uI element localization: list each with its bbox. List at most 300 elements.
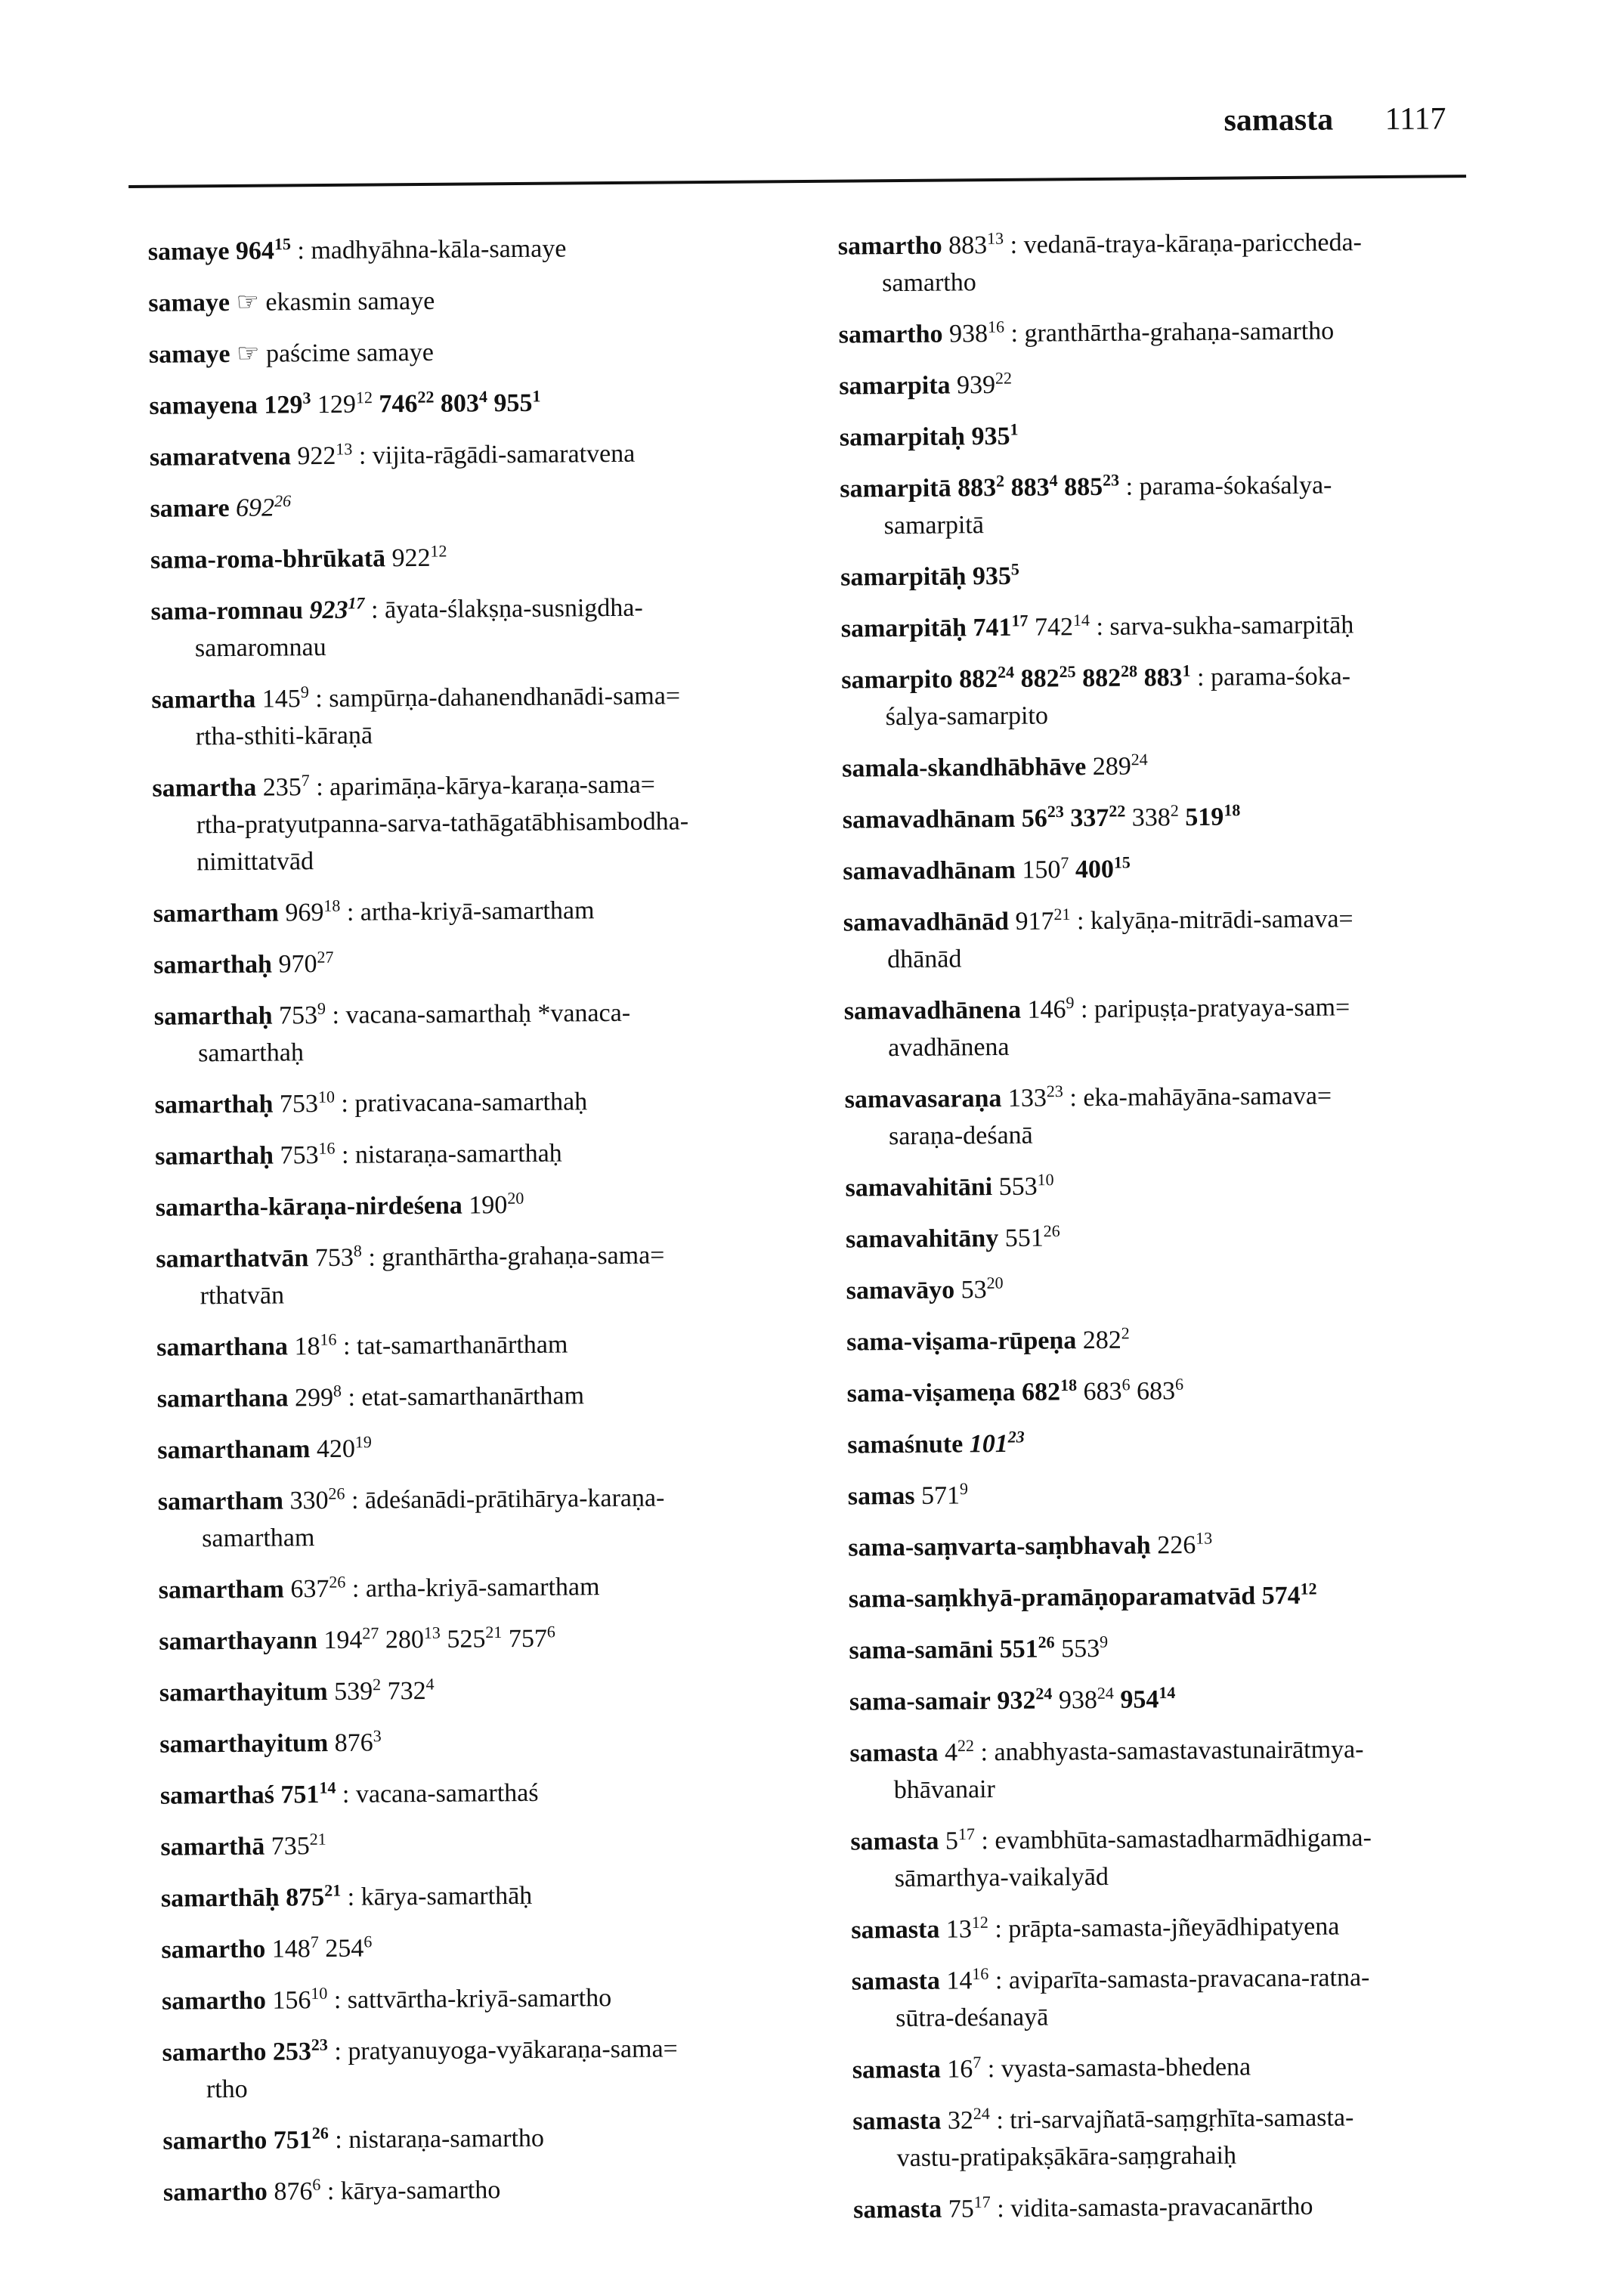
page-reference: $150^7$ bbox=[1022, 856, 1069, 883]
line-number: 27 bbox=[362, 1623, 379, 1642]
line-number: 12 bbox=[356, 388, 373, 407]
entry-headword: sama-samāni bbox=[849, 1635, 993, 1664]
entry-line bbox=[159, 1618, 839, 1660]
line-number: 13 bbox=[424, 1623, 441, 1642]
page-number: 1117 bbox=[1384, 101, 1446, 137]
index-entry bbox=[160, 1772, 840, 1815]
entry-gloss: : prāpta-samasta-jñeyādhipatyena bbox=[988, 1913, 1340, 1944]
entry-headword: samare bbox=[150, 494, 229, 523]
page-reference: $876^3$ bbox=[335, 1728, 382, 1756]
line-number: 6 bbox=[1175, 1375, 1183, 1394]
index-entry bbox=[849, 1627, 1529, 1669]
entry-line bbox=[162, 2029, 842, 2072]
index-entry bbox=[847, 1422, 1527, 1464]
entry-line bbox=[848, 1473, 1528, 1515]
page-reference: $190^{20}$ bbox=[469, 1191, 524, 1220]
page-reference: $235^7$ bbox=[263, 773, 310, 801]
entry-gloss: : paripuṣṭa-pratyaya-sam= bbox=[1074, 993, 1350, 1023]
index-entry bbox=[843, 797, 1523, 839]
entry-gloss: : parama-śokaśalya- bbox=[1119, 472, 1332, 501]
page-reference: $5^{17}$ bbox=[945, 1827, 975, 1855]
entry-references bbox=[952, 664, 1190, 693]
entry-headword: samartham bbox=[153, 899, 279, 927]
index-entry bbox=[848, 1524, 1528, 1567]
line-number: 2 bbox=[1121, 1323, 1130, 1342]
line-number: 4 bbox=[1049, 471, 1057, 490]
index-entry bbox=[150, 485, 830, 528]
entry-references bbox=[965, 422, 1019, 451]
index-entry bbox=[846, 1267, 1526, 1310]
entry-references bbox=[288, 1332, 337, 1361]
entry-headword: samasta bbox=[851, 1916, 939, 1945]
page-reference: $682^{18}$ bbox=[1022, 1378, 1077, 1406]
entry-headword: samartho bbox=[163, 2178, 268, 2207]
line-number: 26 bbox=[312, 2124, 329, 2143]
line-number: 15 bbox=[274, 234, 291, 253]
line-number: 7 bbox=[973, 2053, 981, 2072]
page-reference: $746^{22}$ bbox=[379, 390, 434, 419]
line-number: 23 bbox=[311, 2035, 328, 2054]
entry-line bbox=[843, 848, 1523, 890]
entry-references bbox=[279, 899, 341, 927]
page-reference: $148^7$ bbox=[272, 1935, 319, 1963]
index-entry bbox=[851, 1907, 1531, 1949]
entry-continuation: rthatvān bbox=[156, 1273, 836, 1315]
entry-headword: samartho bbox=[162, 1987, 266, 2016]
entry-headword: samarthāḥ bbox=[161, 1884, 280, 1913]
page-reference: $400^{15}$ bbox=[1075, 856, 1131, 884]
header-rule bbox=[128, 175, 1466, 188]
line-number: 14 bbox=[1073, 611, 1090, 630]
page-reference: $882^{24}$ bbox=[959, 665, 1014, 694]
entry-references bbox=[954, 1276, 1004, 1304]
entry-line bbox=[849, 1576, 1529, 1618]
line-number: 27 bbox=[317, 948, 333, 967]
page-reference: $330^{26}$ bbox=[289, 1487, 345, 1515]
line-number: 24 bbox=[1097, 1684, 1114, 1703]
entry-continuation: śalya-samarpito bbox=[841, 694, 1521, 736]
entry-line bbox=[851, 1907, 1531, 1949]
entry-references bbox=[1021, 995, 1075, 1024]
entry-line bbox=[843, 797, 1523, 839]
entry-headword: samavadhānam bbox=[843, 805, 1016, 834]
line-number: 17 bbox=[958, 1824, 975, 1843]
line-number: 7 bbox=[302, 771, 310, 790]
entry-references bbox=[462, 1191, 524, 1220]
page-reference: $882^{28}$ bbox=[1082, 664, 1137, 693]
entry-line bbox=[157, 1427, 837, 1469]
page-reference: $917^{21}$ bbox=[1015, 907, 1070, 936]
entry-line bbox=[849, 1627, 1529, 1669]
entry-references bbox=[266, 2038, 328, 2066]
entry-line bbox=[839, 311, 1519, 354]
line-number: 17 bbox=[348, 593, 364, 612]
entry-references bbox=[280, 1883, 342, 1912]
page-reference: $922^{12}$ bbox=[391, 544, 447, 573]
index-entry bbox=[162, 1978, 842, 2020]
line-number: 23 bbox=[1047, 802, 1064, 821]
page-reference: $932^{24}$ bbox=[997, 1686, 1052, 1715]
index-entry bbox=[159, 1567, 839, 1609]
line-number: 1 bbox=[1182, 661, 1190, 680]
page-reference: $637^{26}$ bbox=[290, 1575, 345, 1604]
entry-references bbox=[1001, 1084, 1063, 1112]
entry-line bbox=[845, 1165, 1525, 1207]
entry-references bbox=[1086, 752, 1148, 781]
entry-gloss: : vacana-samarthaś bbox=[336, 1779, 538, 1809]
entry-line bbox=[847, 1370, 1527, 1413]
entry-headword: samarthaḥ bbox=[155, 1142, 274, 1171]
entry-references bbox=[942, 231, 1004, 260]
entry-headword: samala-skandhābhāve bbox=[842, 753, 1086, 783]
page-reference: $129^3$ bbox=[264, 391, 311, 419]
line-number: 12 bbox=[972, 1913, 988, 1932]
page-reference: $955^1$ bbox=[493, 389, 540, 417]
index-entry bbox=[153, 890, 833, 933]
entry-line bbox=[842, 745, 1522, 788]
page-reference: $757^6$ bbox=[509, 1625, 555, 1653]
index-entry bbox=[163, 2169, 843, 2211]
page-reference: $289^{24}$ bbox=[1093, 752, 1148, 781]
index-entry bbox=[149, 382, 829, 425]
line-number: 8 bbox=[333, 1382, 342, 1400]
entry-line bbox=[154, 993, 834, 1035]
line-number: 23 bbox=[1008, 1427, 1025, 1446]
line-number: 2 bbox=[996, 472, 1004, 490]
page-reference: $970^{27}$ bbox=[278, 950, 333, 979]
entry-gloss: : vacana-samarthaḥ *vanaca- bbox=[326, 999, 630, 1029]
entry-line bbox=[156, 1184, 836, 1227]
entry-line bbox=[163, 2169, 843, 2211]
line-number: 2 bbox=[1171, 801, 1179, 820]
page-reference: $13^{12}$ bbox=[946, 1915, 988, 1943]
line-number: 26 bbox=[1044, 1221, 1060, 1240]
page-reference: $935^5$ bbox=[973, 562, 1019, 590]
page-reference: $253^{23}$ bbox=[273, 2038, 328, 2066]
entry-continuation: dhānād bbox=[843, 936, 1524, 979]
entry-line bbox=[148, 228, 828, 271]
line-number: 14 bbox=[319, 1778, 336, 1797]
entry-gloss: : kārya-samartho bbox=[320, 2176, 500, 2205]
entry-headword: samarpitāḥ bbox=[841, 614, 967, 642]
line-number: 6 bbox=[547, 1622, 555, 1641]
index-entry bbox=[160, 1824, 840, 1866]
entry-headword: samartho bbox=[161, 1936, 265, 1964]
entry-references bbox=[991, 1685, 1176, 1715]
index-entry bbox=[853, 2186, 1533, 2229]
entry-line bbox=[152, 765, 832, 807]
entry-headword: samasta bbox=[852, 1967, 940, 1996]
entry-references bbox=[308, 1244, 362, 1273]
line-number: 21 bbox=[1053, 905, 1070, 924]
entry-headword: samartho bbox=[162, 2038, 266, 2067]
entry-line bbox=[159, 1567, 839, 1609]
page-reference: $692^{26}$ bbox=[236, 494, 291, 522]
entry-headword: samaratvena bbox=[150, 442, 291, 471]
index-entry bbox=[847, 1370, 1527, 1413]
entry-gloss: : aviparīta-samasta-pravacana-ratna- bbox=[988, 1963, 1369, 1994]
entry-references bbox=[303, 596, 365, 625]
entry-line bbox=[849, 1679, 1530, 1721]
entry-line bbox=[841, 657, 1521, 699]
index-entry bbox=[845, 1165, 1525, 1207]
page-reference: $923^{17}$ bbox=[309, 596, 364, 625]
page-reference: $753^{16}$ bbox=[280, 1141, 335, 1170]
entry-gloss: ☞ paścime samaye bbox=[230, 339, 434, 368]
page-reference: $741^{17}$ bbox=[973, 614, 1028, 642]
entry-line bbox=[852, 1958, 1532, 2000]
entry-headword: samarthaḥ bbox=[155, 1091, 274, 1119]
entry-line bbox=[149, 331, 829, 373]
page-reference: $56^{23}$ bbox=[1022, 804, 1064, 832]
index-entry bbox=[843, 899, 1524, 979]
page-reference: $883^1$ bbox=[1143, 664, 1190, 692]
entry-headword: samarpitaḥ bbox=[840, 422, 966, 451]
line-number: 4 bbox=[425, 1675, 434, 1694]
line-number: 9 bbox=[1100, 1632, 1108, 1651]
entry-continuation: sāmarthya-vaikalyād bbox=[851, 1855, 1531, 1898]
entry-line bbox=[158, 1478, 838, 1521]
entry-line bbox=[844, 1076, 1524, 1119]
index-entry bbox=[148, 280, 828, 322]
index-entry bbox=[150, 588, 831, 667]
index-entry bbox=[849, 1679, 1530, 1721]
entry-references bbox=[265, 1935, 372, 1963]
entry-continuation: nimittatvād bbox=[153, 839, 833, 881]
entry-line bbox=[157, 1375, 837, 1418]
line-number: 21 bbox=[485, 1623, 502, 1642]
entry-gloss: : anabhyasta-samastavastunairātmya- bbox=[974, 1735, 1364, 1766]
line-number: 13 bbox=[336, 439, 352, 458]
entry-headword: samarpita bbox=[839, 371, 951, 400]
entry-line bbox=[843, 899, 1524, 942]
index-entry bbox=[148, 228, 828, 271]
page-reference: $525^{21}$ bbox=[447, 1625, 502, 1654]
entry-line bbox=[155, 1133, 835, 1175]
index-entry bbox=[846, 1319, 1527, 1361]
entry-headword: samarpitā bbox=[840, 474, 951, 503]
entry-line bbox=[840, 554, 1520, 596]
entry-line bbox=[154, 1081, 834, 1124]
entry-gloss: : nistaraṇa-samarthaḥ bbox=[335, 1140, 562, 1169]
entry-references bbox=[993, 1635, 1108, 1663]
entry-continuation: samartho bbox=[838, 260, 1518, 302]
entry-line bbox=[159, 1721, 840, 1763]
entry-references bbox=[268, 2177, 321, 2206]
entry-continuation: saraṇa-deśanā bbox=[845, 1113, 1525, 1156]
index-entry bbox=[157, 1427, 837, 1469]
index-entry bbox=[156, 1184, 836, 1227]
entry-references bbox=[992, 1172, 1054, 1201]
entry-references bbox=[1015, 1377, 1183, 1406]
entry-headword: samarpitāḥ bbox=[840, 562, 967, 591]
line-number: 20 bbox=[987, 1273, 1004, 1292]
entry-headword: samartham bbox=[158, 1487, 283, 1515]
index-entry bbox=[852, 2098, 1533, 2177]
line-number: 10 bbox=[1037, 1170, 1053, 1189]
page-reference: $420^{19}$ bbox=[317, 1435, 372, 1464]
entry-headword: samas bbox=[848, 1482, 915, 1511]
entry-gloss: : artha-kriyā-samartham bbox=[345, 1573, 599, 1603]
entry-gloss: : sattvārtha-kriyā-samartho bbox=[327, 1984, 611, 2014]
index-entry bbox=[152, 765, 833, 881]
entry-references bbox=[951, 473, 1119, 503]
entry-references bbox=[941, 2055, 982, 2083]
entry-headword: samavahitāny bbox=[846, 1224, 998, 1254]
entry-gloss: : tri-sarvajñatā-saṃgṛhīta-samasta- bbox=[990, 2103, 1354, 2134]
page-reference: $280^{13}$ bbox=[385, 1626, 441, 1654]
left-column bbox=[148, 228, 844, 2226]
index-entry bbox=[839, 363, 1519, 405]
line-number: 9 bbox=[1066, 993, 1074, 1012]
entry-headword: samavadhānād bbox=[843, 908, 1009, 937]
page-reference: $875^{21}$ bbox=[286, 1883, 341, 1912]
index-entry bbox=[157, 1375, 837, 1418]
entry-line bbox=[162, 1978, 842, 2020]
entry-gloss: : vyasta-samasta-bhedena bbox=[981, 2053, 1251, 2083]
entry-line bbox=[161, 1875, 841, 1917]
entry-references bbox=[950, 371, 1012, 400]
entry-line bbox=[160, 1772, 840, 1815]
entry-references bbox=[938, 1738, 974, 1766]
entry-references bbox=[328, 1728, 382, 1757]
page-reference: $882^{25}$ bbox=[1020, 664, 1075, 693]
entry-headword: sama-saṃvarta-saṃbhavaḥ bbox=[848, 1531, 1151, 1561]
line-number: 25 bbox=[1059, 662, 1075, 681]
line-number: 13 bbox=[1196, 1528, 1212, 1547]
line-number: 10 bbox=[318, 1088, 335, 1106]
index-entry bbox=[162, 2118, 843, 2160]
entry-gloss: : prativacana-samarthaḥ bbox=[335, 1088, 587, 1118]
page-reference: $574^{12}$ bbox=[1262, 1582, 1317, 1611]
entry-gloss: : nistaraṇa-samartho bbox=[329, 2124, 544, 2154]
entry-continuation: avadhānena bbox=[844, 1025, 1524, 1067]
entry-references bbox=[939, 1915, 988, 1944]
entry-line bbox=[846, 1319, 1527, 1361]
entry-headword: samartham bbox=[159, 1575, 284, 1604]
index-entry bbox=[154, 1081, 834, 1124]
entry-gloss: : etat-samarthanārtham bbox=[342, 1382, 584, 1412]
page-reference: $883^{13}$ bbox=[948, 231, 1004, 260]
entry-line bbox=[160, 1824, 840, 1866]
entry-line bbox=[841, 605, 1521, 648]
entry-headword: samavasaraṇa bbox=[845, 1085, 1002, 1114]
entry-headword: samarthayitum bbox=[159, 1729, 328, 1759]
entry-references bbox=[255, 685, 309, 713]
entry-headword: samasta bbox=[852, 2107, 941, 2136]
page-reference: $282^2$ bbox=[1083, 1326, 1130, 1354]
page-reference: $935^1$ bbox=[971, 422, 1018, 450]
index-entry bbox=[841, 657, 1522, 736]
entry-headword: samavadhānena bbox=[844, 996, 1022, 1026]
line-number: 16 bbox=[988, 317, 1004, 336]
entry-references bbox=[291, 442, 353, 471]
entry-references bbox=[310, 1435, 372, 1464]
entry-line bbox=[151, 676, 831, 719]
page-reference: $101^{23}$ bbox=[970, 1430, 1025, 1459]
line-number: 9 bbox=[317, 999, 326, 1018]
page-reference: $146^9$ bbox=[1027, 995, 1074, 1023]
index-entry bbox=[161, 1926, 841, 1969]
entry-line bbox=[844, 988, 1524, 1030]
entry-gloss: : vijita-rāgādi-samaratvena bbox=[352, 440, 635, 470]
entry-headword: samayena bbox=[149, 391, 258, 420]
entry-continuation: samarthaḥ bbox=[154, 1030, 834, 1072]
page-reference: $539^2$ bbox=[334, 1677, 381, 1705]
entry-references bbox=[256, 773, 310, 802]
line-number: 22 bbox=[417, 388, 434, 407]
entry-gloss: : parama-śoka- bbox=[1190, 662, 1350, 692]
entry-continuation: bhāvanair bbox=[850, 1767, 1530, 1809]
line-number: 22 bbox=[1109, 801, 1125, 820]
entry-headword: samarpito bbox=[841, 665, 953, 694]
index-entry bbox=[843, 848, 1523, 890]
index-entry bbox=[848, 1473, 1528, 1515]
entry-gloss: : vedanā-traya-kāraṇa-pariccheda- bbox=[1004, 228, 1362, 259]
entry-references bbox=[1076, 1326, 1130, 1355]
line-number: 22 bbox=[957, 1736, 974, 1755]
entry-references bbox=[273, 1090, 335, 1119]
entry-gloss: ☞ ekasmin samaye bbox=[230, 287, 435, 317]
line-number: 24 bbox=[1131, 750, 1148, 769]
page-reference: $938^{24}$ bbox=[1059, 1686, 1114, 1715]
entry-line bbox=[153, 890, 833, 933]
entry-line bbox=[846, 1267, 1526, 1310]
page-reference: $753^9$ bbox=[279, 1001, 326, 1029]
index-entry bbox=[162, 2029, 843, 2109]
entry-references bbox=[272, 1001, 326, 1030]
page-reference: $876^6$ bbox=[274, 2177, 320, 2205]
entry-references bbox=[941, 2106, 990, 2135]
page-reference: $226^{13}$ bbox=[1157, 1531, 1212, 1560]
entry-gloss: : vidita-samasta-pravacanārtho bbox=[991, 2192, 1313, 2223]
page-reference: $553^9$ bbox=[1061, 1635, 1108, 1663]
entry-gloss: : granthārtha-grahaṇa-samartho bbox=[1004, 317, 1334, 348]
entry-references bbox=[914, 1481, 968, 1510]
entry-gloss: : kalyāṇa-mitrādi-samava= bbox=[1070, 905, 1353, 935]
entry-references bbox=[385, 544, 447, 573]
entry-continuation: rtho bbox=[162, 2066, 843, 2109]
entry-references bbox=[272, 950, 334, 979]
index-entry bbox=[159, 1618, 839, 1660]
line-number: 26 bbox=[328, 1484, 345, 1503]
page-reference: $4^{22}$ bbox=[945, 1738, 974, 1766]
entry-line bbox=[153, 942, 834, 984]
entry-headword: samartha bbox=[152, 774, 256, 803]
line-number: 24 bbox=[1035, 1684, 1052, 1703]
line-number: 17 bbox=[974, 2192, 991, 2211]
line-number: 9 bbox=[960, 1479, 968, 1498]
page-reference: $145^9$ bbox=[262, 685, 309, 713]
page-reference: $299^8$ bbox=[295, 1384, 342, 1412]
line-number: 28 bbox=[1121, 661, 1137, 680]
page-reference: $751^{14}$ bbox=[280, 1781, 336, 1809]
page-reference: $683^6$ bbox=[1083, 1378, 1130, 1406]
page-reference: $751^{26}$ bbox=[274, 2126, 329, 2155]
entry-references bbox=[258, 389, 541, 419]
line-number: 7 bbox=[1060, 853, 1069, 872]
entry-continuation: rtha-pratyutpanna-sarva-tathāgatābhisambodha- bbox=[153, 802, 833, 844]
entry-references bbox=[274, 1781, 336, 1809]
entry-references bbox=[966, 562, 1019, 591]
line-number: 22 bbox=[995, 369, 1012, 388]
line-number: 6 bbox=[1121, 1375, 1130, 1394]
entry-gloss: : evambhūta-samastadharmādhigama- bbox=[975, 1824, 1372, 1855]
entry-headword: samasta bbox=[850, 1827, 939, 1856]
entry-headword: samarthaḥ bbox=[154, 1002, 273, 1031]
entry-headword: sama-roma-bhrūkatā bbox=[150, 544, 385, 574]
entry-gloss: : madhyāhna-kāla-samaye bbox=[291, 234, 567, 265]
